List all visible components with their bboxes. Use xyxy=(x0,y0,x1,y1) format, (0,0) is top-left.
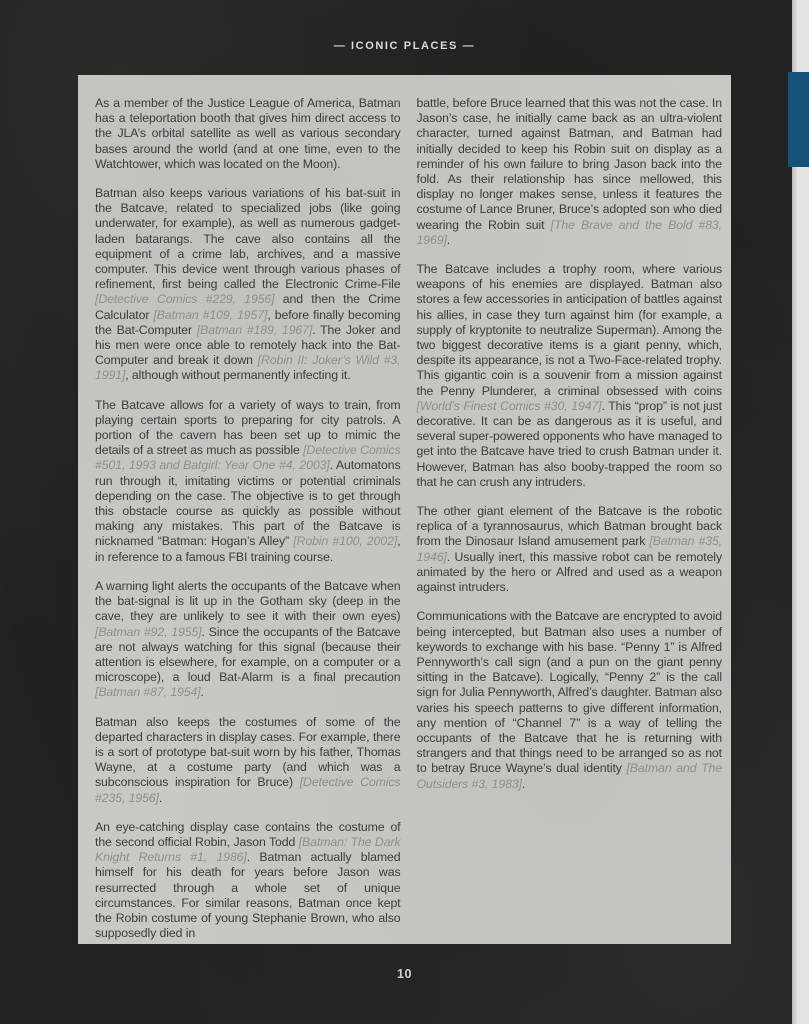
paragraph xyxy=(417,609,723,791)
comic-citation: [Batman #109, 1957] xyxy=(153,307,268,322)
body-text: battle, before Bruce learned that this was not the case. In Jason’s case, he initially came back as an ultra-violent character, turned against Batman, and Batman had initially decided to keep his Robin suit on display as a reminder of his own failure to bring Jason back into the fold. As their relationship has since mellowed, this display no longer makes sense, unless it features the costume of Lance Bruner, Bruce’s adopted son who died wearing the Robin suit xyxy=(416,96,722,232)
body-text: The Batcave allows for a variety of ways to train, from playing certain sports to preparing for city patrols. A portion of the cavern has been set up to mimic the details of a street as much as possible xyxy=(95,397,401,458)
comic-citation: [Detective Comics #501, 1993 and Batgirl: Year One #4, 2003] xyxy=(95,443,401,473)
body-text: . Since the occupants of the Batcave are not always watching for this signal (because their attention is elsewhere, for example, on a computer or a microscope), a loud Bat-Alarm is a final precaution xyxy=(95,624,401,685)
body-text: . Automatons run through it, imitating victims or potential criminals depending on the case. The objective is to get through this obstacle course as quickly as possible without making any mistakes. This part of the Batcave is nicknamed “Batman: Hogan’s Alley” xyxy=(95,458,401,549)
body-text: and then the Crime Calculator xyxy=(95,292,401,322)
chapter-tab xyxy=(788,72,809,167)
paragraph xyxy=(95,398,401,565)
body-text: Communications with the Batcave are encrypted to avoid being intercepted, but Batman also uses a number of keywords to exchange with his base. “Penny 1” is Alfred Pennyworth’s call sign (and a pun on the giant penny sitting in the Batcave). Logically, “Penny 2” is the call sign for Julia Pennyworth, Alfred’s daughter. Batman also varies his speech patterns to give different information, any mention of “Channel 7” is a way of telling the occupants of the Batcave that he is returning with strangers and that things need to be arranged so as not to betray Bruce Wayne’s dual identity xyxy=(416,609,722,776)
body-text: , before finally becoming the Bat-Computer xyxy=(95,307,401,337)
body-text: . xyxy=(158,790,163,805)
text-column-left xyxy=(95,96,401,944)
paragraph xyxy=(417,96,723,248)
body-text: Batman also keeps the costumes of some of the departed characters in display cases. For example, there is a sort of prototype bat-suit worn by his father, Thomas Wayne, at a costume party (and which was a subconscious inspiration for Bruce) xyxy=(95,714,401,790)
page-number: 10 xyxy=(397,967,412,981)
comic-citation: [World’s Finest Comics #30, 1947] xyxy=(416,398,602,413)
body-text: The Batcave includes a trophy room, where various weapons of his enemies are displayed. Batman also stores a few accessories in anticipation of battles against his allies, in case they turn against him (for example, a supply of kryptonite to neutralize Superman). Among the two biggest decorative items is a giant penny, which, despite its appearance, is not a Two-Face-related trophy. This gigantic coin is a souvenir from a mission against the Penny Plunderer, a criminal obsessed with coins xyxy=(416,262,722,398)
comic-citation: [Batman #92, 1955] xyxy=(95,624,202,639)
body-text: Batman also keeps various variations of his bat-suit in the Batcave, related to specialized jobs (like going underwater, for example), as well as numerous gadget-laden batarangs. The cave also contains all the equipment of a crime lab, archives, and a massive computer. This device went through various phases of refinement, first being called the Electronic Crime-File xyxy=(95,186,401,292)
body-text: A warning light alerts the occupants of the Batcave when the bat-signal is lit up in the Gotham sky (deep in the cave, they are unlikely to see it with their own eyes) xyxy=(95,578,401,624)
text-column-right xyxy=(417,96,723,944)
comic-citation: [Detective Comics #229, 1956] xyxy=(95,292,275,307)
body-text: , although without permanently infecting it. xyxy=(125,368,351,383)
comic-citation: [Robin #100, 2002] xyxy=(293,534,398,549)
paragraph xyxy=(417,262,723,490)
comic-citation: [Batman #189, 1967] xyxy=(196,322,313,337)
paragraph xyxy=(95,715,401,806)
body-text: . This “prop” is not just decorative. It can be as dangerous as it is useful, and several super-powered opponents who have managed to get into the Batcave have tried to crush Batman under it. However, Batman has also booby-trapped the room so that he can crush any intruders. xyxy=(416,398,722,489)
body-text: . xyxy=(446,232,451,247)
running-header: — ICONIC PLACES — xyxy=(333,40,476,52)
comic-citation: [Batman #35, 1946] xyxy=(416,534,722,564)
comic-citation: [Batman: The Dark Knight Returns #1, 1986] xyxy=(95,834,401,865)
comic-citation: [Batman and The Outsiders #3, 1983] xyxy=(416,761,722,791)
body-text: . Batman actually blamed himself for his death for years before Jason was resurrected through a whole set of unique circumstances. For similar reasons, Batman once kept the Robin costume of young Stephanie Brown, who also supposedly died in xyxy=(95,850,401,941)
paragraph xyxy=(95,186,401,384)
body-text: . Usually inert, this massive robot can be remotely animated by the hero or Alfred and used as a weapon against intruders. xyxy=(416,549,722,595)
comic-citation: [Robin II: Joker’s Wild #3, 1991] xyxy=(95,353,401,383)
body-text: , in reference to a famous FBI training course. xyxy=(95,534,401,564)
body-text: . xyxy=(200,685,204,700)
body-text: As a member of the Justice League of America, Batman has a teleportation booth that gives him direct access to the JLA’s orbital satellite as well as various secondary bases around the world (and at one time, even to the Watchtower, which was located on the Moon). xyxy=(95,96,401,171)
body-text: An eye-catching display case contains the costume of the second official Robin, Jason Todd xyxy=(95,819,401,849)
page-panel xyxy=(78,75,731,944)
body-text: . xyxy=(521,776,526,791)
paragraph xyxy=(417,504,723,595)
paragraph xyxy=(95,96,401,172)
comic-citation: [The Brave and the Bold #83, 1969] xyxy=(416,217,722,247)
body-text: The other giant element of the Batcave is the robotic replica of a tyrannosaurus, which Batman brought back from the Dinosaur Island amusement park xyxy=(416,504,722,549)
paragraph xyxy=(95,820,401,942)
comic-citation: [Batman #87, 1954] xyxy=(95,685,201,700)
comic-citation: [Detective Comics #235, 1956] xyxy=(95,775,401,805)
paragraph xyxy=(95,579,401,701)
body-text: . The Joker and his men were once able to remotely hack into the Bat-Computer and break it down xyxy=(95,322,401,368)
